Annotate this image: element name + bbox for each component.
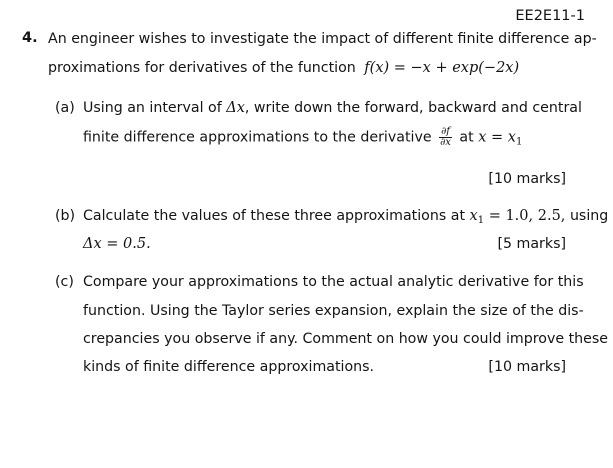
part-b-delta-x: Δx = 0.5. bbox=[83, 236, 151, 252]
part-a-marks: [10 marks] bbox=[488, 171, 566, 187]
page-code: EE2E11-1 bbox=[515, 8, 585, 24]
part-b-marks: [5 marks] bbox=[497, 236, 566, 252]
part-b-label: (b) bbox=[55, 208, 76, 224]
part-a-text-1b: , write down the forward, backward and central bbox=[244, 100, 582, 116]
part-a-x-equals: x = x bbox=[478, 129, 516, 146]
question-intro-text-1: An engineer wishes to investigate the impact of different finite difference ap- bbox=[48, 31, 597, 47]
partial-derivative-fraction bbox=[439, 127, 452, 148]
part-b-x: x bbox=[469, 208, 478, 224]
part-b-values: = 1.0, 2.5, bbox=[484, 208, 566, 224]
part-a-line-1 bbox=[83, 99, 582, 117]
question-intro-text-2: proximations for derivatives of the function bbox=[48, 60, 356, 76]
part-a-delta-x: Δx bbox=[226, 100, 245, 116]
part-a-x-subscript: 1 bbox=[515, 136, 523, 148]
part-a-text-1: Using an interval of bbox=[83, 100, 222, 116]
question-intro-line-1 bbox=[48, 30, 597, 48]
part-b-line-2 bbox=[83, 235, 151, 253]
part-c-line-1: Compare your approximations to the actual analytic derivative for this bbox=[83, 274, 584, 290]
part-a-text-2: finite difference approximations to the derivative bbox=[83, 129, 432, 146]
part-b-line-1 bbox=[83, 207, 608, 230]
partial-derivative-denominator: ∂x bbox=[440, 137, 451, 148]
part-c-marks: [10 marks] bbox=[488, 359, 566, 375]
part-c-line-4: kinds of finite difference approximations. bbox=[83, 359, 375, 375]
partial-derivative-numerator: ∂f bbox=[441, 126, 450, 137]
function-expression: f(x) = −x + exp(−2x) bbox=[364, 60, 520, 76]
part-a-line-2 bbox=[83, 127, 522, 152]
question-number: 4. bbox=[22, 30, 38, 46]
part-a-at-word: at bbox=[459, 129, 474, 146]
part-a-label: (a) bbox=[55, 100, 75, 116]
part-c-line-2: function. Using the Taylor series expansion, explain the size of the dis- bbox=[83, 303, 584, 319]
part-b-x-subscript: 1 bbox=[477, 215, 485, 226]
part-c-line-3: crepancies you observe if any. Comment on how you could improve these bbox=[83, 331, 608, 347]
part-c-label: (c) bbox=[55, 274, 74, 290]
part-b-text-1: Calculate the values of these three approximations at bbox=[83, 208, 466, 224]
part-b-text-1b: using bbox=[569, 208, 609, 224]
question-intro-line-2 bbox=[48, 59, 519, 77]
